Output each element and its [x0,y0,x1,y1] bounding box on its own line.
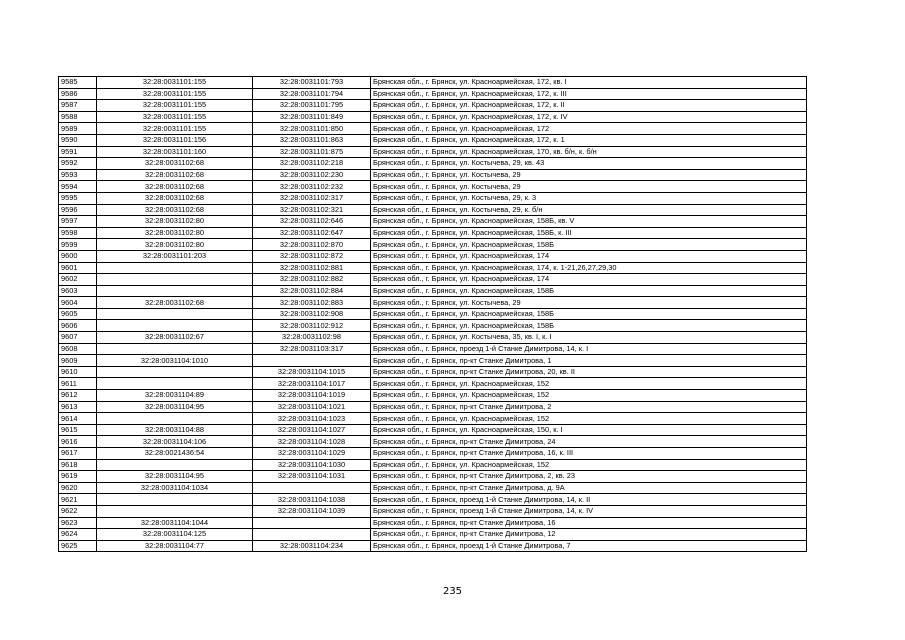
object-cadastral-number-cell: 32:28:0031101:850 [253,123,371,135]
table-row [59,216,807,228]
row-number-cell: 9593 [59,169,97,181]
address-cell: Брянская обл., г. Брянск, пр-кт Станке Димитрова, 20, кв. II [371,366,807,378]
row-number-cell: 9587 [59,100,97,112]
parcel-cadastral-number-cell: 32:28:0031101:156 [97,134,253,146]
object-cadastral-number-cell: 32:28:0031104:1031 [253,471,371,483]
table-row [59,250,807,262]
object-cadastral-number-cell: 32:28:0031104:1023 [253,413,371,425]
address-cell: Брянская обл., г. Брянск, пр-кт Станке Димитрова, 16 [371,517,807,529]
table-row [59,448,807,460]
parcel-cadastral-number-cell: 32:28:0031102:68 [97,169,253,181]
row-number-cell: 9624 [59,529,97,541]
address-cell: Брянская обл., г. Брянск, ул. Красноармейская, 172, к. IV [371,111,807,123]
parcel-cadastral-number-cell: 32:28:0031101:155 [97,100,253,112]
row-number-cell: 9586 [59,88,97,100]
parcel-cadastral-number-cell: 32:28:0031104:1010 [97,355,253,367]
row-number-cell: 9621 [59,494,97,506]
table-row [59,297,807,309]
object-cadastral-number-cell: 32:28:0031101:795 [253,100,371,112]
row-number-cell: 9613 [59,401,97,413]
object-cadastral-number-cell: 32:28:0031102:872 [253,250,371,262]
row-number-cell: 9623 [59,517,97,529]
row-number-cell: 9590 [59,134,97,146]
row-number-cell: 9619 [59,471,97,483]
parcel-cadastral-number-cell [97,285,253,297]
table-row [59,274,807,286]
row-number-cell: 9616 [59,436,97,448]
address-cell: Брянская обл., г. Брянск, пр-кт Станке Димитрова, 12 [371,529,807,541]
address-cell: Брянская обл., г. Брянск, проезд 1-й Станке Димитрова, 14, к. II [371,494,807,506]
object-cadastral-number-cell: 32:28:0031102:870 [253,239,371,251]
address-cell: Брянская обл., г. Брянск, ул. Красноармейская, 172, к. III [371,88,807,100]
table-row [59,494,807,506]
address-cell: Брянская обл., г. Брянск, ул. Красноармейская, 158Б [371,239,807,251]
table-row [59,471,807,483]
parcel-cadastral-number-cell [97,366,253,378]
row-number-cell: 9591 [59,146,97,158]
table-row [59,88,807,100]
address-cell: Брянская обл., г. Брянск, ул. Красноармейская, 158Б, кв. V [371,216,807,228]
table-row [59,320,807,332]
object-cadastral-number-cell: 32:28:0031101:875 [253,146,371,158]
object-cadastral-number-cell: 32:28:0031102:882 [253,274,371,286]
address-cell: Брянская обл., г. Брянск, ул. Красноармейская, 174, к. 1-21,26,27,29,30 [371,262,807,274]
object-cadastral-number-cell [253,529,371,541]
object-cadastral-number-cell: 32:28:0031104:234 [253,540,371,552]
address-cell: Брянская обл., г. Брянск, проезд 1-й Станке Димитрова, 7 [371,540,807,552]
address-cell: Брянская обл., г. Брянск, проезд 1-й Станке Димитрова, 14, к. IV [371,505,807,517]
parcel-cadastral-number-cell: 32:28:0031102:80 [97,239,253,251]
table-row [59,424,807,436]
address-cell: Брянская обл., г. Брянск, ул. Красноармейская, 158Б [371,308,807,320]
address-cell: Брянская обл., г. Брянск, ул. Костычева, 29, к. б/н [371,204,807,216]
row-number-cell: 9603 [59,285,97,297]
parcel-cadastral-number-cell: 32:28:0031101:160 [97,146,253,158]
object-cadastral-number-cell: 32:28:0031104:1027 [253,424,371,436]
row-number-cell: 9585 [59,77,97,89]
address-cell: Брянская обл., г. Брянск, ул. Красноармейская, 172, к. 1 [371,134,807,146]
address-cell: Брянская обл., г. Брянск, пр-кт Станке Димитрова, 2 [371,401,807,413]
table-row [59,332,807,344]
row-number-cell: 9614 [59,413,97,425]
address-cell: Брянская обл., г. Брянск, ул. Костычева, 29 [371,181,807,193]
address-cell: Брянская обл., г. Брянск, пр-кт Станке Димитрова, 2, кв. 23 [371,471,807,483]
table-row [59,436,807,448]
table-row [59,123,807,135]
table-row [59,505,807,517]
parcel-cadastral-number-cell: 32:28:0031101:155 [97,88,253,100]
address-cell: Брянская обл., г. Брянск, ул. Красноармейская, 172, к. II [371,100,807,112]
parcel-cadastral-number-cell [97,413,253,425]
object-cadastral-number-cell: 32:28:0031104:1017 [253,378,371,390]
object-cadastral-number-cell: 32:28:0031102:230 [253,169,371,181]
address-cell: Брянская обл., г. Брянск, ул. Красноармейская, 158Б [371,320,807,332]
object-cadastral-number-cell: 32:28:0031102:908 [253,308,371,320]
table-row [59,308,807,320]
address-cell: Брянская обл., г. Брянск, ул. Красноармейская, 152 [371,413,807,425]
parcel-cadastral-number-cell: 32:28:0031104:88 [97,424,253,436]
object-cadastral-number-cell: 32:28:0031102:883 [253,297,371,309]
address-cell: Брянская обл., г. Брянск, ул. Красноармейская, 172, кв. I [371,77,807,89]
parcel-cadastral-number-cell: 32:28:0031104:77 [97,540,253,552]
address-cell: Брянская обл., г. Брянск, пр-кт Станке Димитрова, д. 9А [371,482,807,494]
table-row [59,413,807,425]
row-number-cell: 9609 [59,355,97,367]
row-number-cell: 9612 [59,390,97,402]
table-row [59,390,807,402]
object-cadastral-number-cell: 32:28:0031102:218 [253,158,371,170]
table-row [59,100,807,112]
table-row [59,181,807,193]
object-cadastral-number-cell: 32:28:0031104:1039 [253,505,371,517]
address-cell: Брянская обл., г. Брянск, пр-кт Станке Димитрова, 16, к. III [371,448,807,460]
row-number-cell: 9620 [59,482,97,494]
parcel-cadastral-number-cell [97,459,253,471]
parcel-cadastral-number-cell [97,320,253,332]
table-row [59,239,807,251]
row-number-cell: 9598 [59,227,97,239]
row-number-cell: 9615 [59,424,97,436]
object-cadastral-number-cell: 32:28:0031102:317 [253,192,371,204]
parcel-cadastral-number-cell: 32:28:0031102:68 [97,158,253,170]
parcel-cadastral-number-cell [97,505,253,517]
object-cadastral-number-cell: 32:28:0031104:1038 [253,494,371,506]
object-cadastral-number-cell: 32:28:0031104:1029 [253,448,371,460]
address-cell: Брянская обл., г. Брянск, ул. Красноармейская, 174 [371,250,807,262]
address-cell: Брянская обл., г. Брянск, пр-кт Станке Димитрова, 1 [371,355,807,367]
address-cell: Брянская обл., г. Брянск, ул. Красноармейская, 152 [371,459,807,471]
address-cell: Брянская обл., г. Брянск, ул. Красноармейская, 158Б [371,285,807,297]
object-cadastral-number-cell: 32:28:0031102:646 [253,216,371,228]
row-number-cell: 9607 [59,332,97,344]
row-number-cell: 9589 [59,123,97,135]
table-row [59,378,807,390]
object-cadastral-number-cell: 32:28:0031104:1015 [253,366,371,378]
object-cadastral-number-cell: 32:28:0031104:1019 [253,390,371,402]
object-cadastral-number-cell: 32:28:0031104:1028 [253,436,371,448]
object-cadastral-number-cell: 32:28:0031101:793 [253,77,371,89]
object-cadastral-number-cell: 32:28:0031102:881 [253,262,371,274]
address-cell: Брянская обл., г. Брянск, ул. Красноармейская, 150, к. I [371,424,807,436]
row-number-cell: 9595 [59,192,97,204]
row-number-cell: 9596 [59,204,97,216]
address-cell: Брянская обл., г. Брянск, ул. Красноармейская, 158Б, к. III [371,227,807,239]
parcel-cadastral-number-cell: 32:28:0031104:89 [97,390,253,402]
parcel-cadastral-number-cell: 32:28:0031101:155 [97,123,253,135]
table-row [59,111,807,123]
address-cell: Брянская обл., г. Брянск, ул. Костычева, 35, кв. I, к. I [371,332,807,344]
parcel-cadastral-number-cell: 32:28:0021436:54 [97,448,253,460]
table-row [59,482,807,494]
object-cadastral-number-cell: 32:28:0031101:794 [253,88,371,100]
address-cell: Брянская обл., г. Брянск, пр-кт Станке Димитрова, 24 [371,436,807,448]
row-number-cell: 9602 [59,274,97,286]
table-body [59,77,807,552]
object-cadastral-number-cell: 32:28:0031102:98 [253,332,371,344]
row-number-cell: 9622 [59,505,97,517]
object-cadastral-number-cell: 32:28:0031104:1030 [253,459,371,471]
address-cell: Брянская обл., г. Брянск, ул. Красноармейская, 172 [371,123,807,135]
object-cadastral-number-cell: 32:28:0031101:849 [253,111,371,123]
address-cell: Брянская обл., г. Брянск, ул. Красноармейская, 170, кв. б/н, к. б/н [371,146,807,158]
parcel-cadastral-number-cell: 32:28:0031104:1034 [97,482,253,494]
row-number-cell: 9599 [59,239,97,251]
address-cell: Брянская обл., г. Брянск, ул. Костычева, 29, к. 3 [371,192,807,204]
row-number-cell: 9617 [59,448,97,460]
row-number-cell: 9588 [59,111,97,123]
table-row [59,192,807,204]
page-number: 235 [442,586,463,597]
row-number-cell: 9608 [59,343,97,355]
table-row [59,343,807,355]
row-number-cell: 9601 [59,262,97,274]
row-number-cell: 9597 [59,216,97,228]
table-row [59,204,807,216]
parcel-cadastral-number-cell: 32:28:0031104:125 [97,529,253,541]
table-row [59,134,807,146]
table-row [59,146,807,158]
table-row [59,517,807,529]
table-row [59,401,807,413]
object-cadastral-number-cell [253,482,371,494]
row-number-cell: 9618 [59,459,97,471]
row-number-cell: 9600 [59,250,97,262]
row-number-cell: 9625 [59,540,97,552]
table-row [59,540,807,552]
address-cell: Брянская обл., г. Брянск, ул. Костычева, 29, кв. 43 [371,158,807,170]
table-row [59,262,807,274]
address-cell: Брянская обл., г. Брянск, ул. Костычева, 29 [371,169,807,181]
row-number-cell: 9605 [59,308,97,320]
parcel-cadastral-number-cell: 32:28:0031102:68 [97,297,253,309]
parcel-cadastral-number-cell [97,308,253,320]
parcel-cadastral-number-cell: 32:28:0031101:155 [97,77,253,89]
table-row [59,459,807,471]
table-row [59,529,807,541]
parcel-cadastral-number-cell: 32:28:0031101:155 [97,111,253,123]
address-cell: Брянская обл., г. Брянск, ул. Красноармейская, 152 [371,378,807,390]
parcel-cadastral-number-cell: 32:28:0031102:68 [97,181,253,193]
object-cadastral-number-cell [253,355,371,367]
address-cell: Брянская обл., г. Брянск, проезд 1-й Станке Димитрова, 14, к. I [371,343,807,355]
parcel-cadastral-number-cell [97,262,253,274]
parcel-cadastral-number-cell: 32:28:0031102:68 [97,204,253,216]
table-row [59,366,807,378]
table-row [59,285,807,297]
parcel-cadastral-number-cell [97,274,253,286]
row-number-cell: 9611 [59,378,97,390]
parcel-cadastral-number-cell: 32:28:0031102:80 [97,216,253,228]
table-row [59,77,807,89]
parcel-cadastral-number-cell [97,378,253,390]
table-row [59,169,807,181]
table-row [59,158,807,170]
object-cadastral-number-cell: 32:28:0031102:232 [253,181,371,193]
parcel-cadastral-number-cell [97,343,253,355]
property-register-table [58,76,807,552]
parcel-cadastral-number-cell: 32:28:0031104:95 [97,401,253,413]
parcel-cadastral-number-cell: 32:28:0031102:80 [97,227,253,239]
parcel-cadastral-number-cell: 32:28:0031104:1044 [97,517,253,529]
parcel-cadastral-number-cell [97,494,253,506]
parcel-cadastral-number-cell: 32:28:0031102:68 [97,192,253,204]
table-row [59,227,807,239]
address-cell: Брянская обл., г. Брянск, ул. Красноармейская, 152 [371,390,807,402]
parcel-cadastral-number-cell: 32:28:0031104:95 [97,471,253,483]
parcel-cadastral-number-cell: 32:28:0031102:67 [97,332,253,344]
object-cadastral-number-cell [253,517,371,529]
parcel-cadastral-number-cell: 32:28:0031101:203 [97,250,253,262]
object-cadastral-number-cell: 32:28:0031102:321 [253,204,371,216]
object-cadastral-number-cell: 32:28:0031102:912 [253,320,371,332]
object-cadastral-number-cell: 32:28:0031102:647 [253,227,371,239]
object-cadastral-number-cell: 32:28:0031101:863 [253,134,371,146]
row-number-cell: 9610 [59,366,97,378]
row-number-cell: 9594 [59,181,97,193]
parcel-cadastral-number-cell: 32:28:0031104:106 [97,436,253,448]
row-number-cell: 9606 [59,320,97,332]
table-row [59,355,807,367]
object-cadastral-number-cell: 32:28:0031102:884 [253,285,371,297]
address-cell: Брянская обл., г. Брянск, ул. Костычева, 29 [371,297,807,309]
row-number-cell: 9592 [59,158,97,170]
row-number-cell: 9604 [59,297,97,309]
object-cadastral-number-cell: 32:28:0031103:317 [253,343,371,355]
object-cadastral-number-cell: 32:28:0031104:1021 [253,401,371,413]
address-cell: Брянская обл., г. Брянск, ул. Красноармейская, 174 [371,274,807,286]
